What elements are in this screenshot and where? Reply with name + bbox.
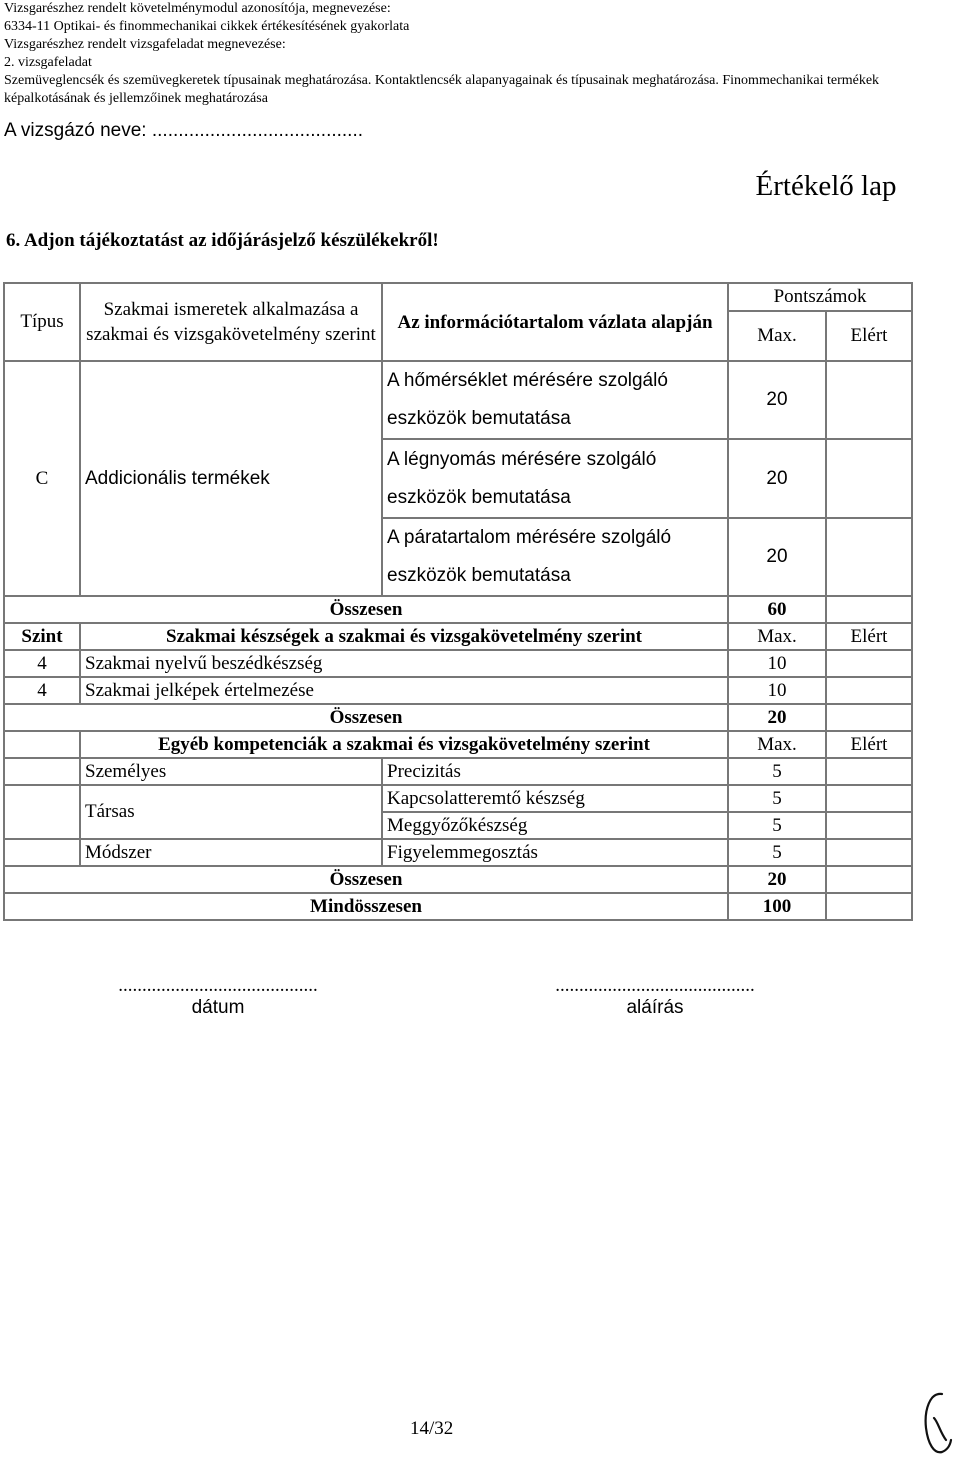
signature-label: aláírás xyxy=(626,997,684,1018)
subtotal-label: Összesen xyxy=(4,866,728,893)
subtotal-label: Összesen xyxy=(4,704,728,731)
header-line-2: 6334-11 Optikai- és finommechanikai cikkek értékesítésének gyakorlata xyxy=(4,19,410,34)
achieved-points-cell xyxy=(826,677,912,704)
date-signature-block xyxy=(78,975,358,1019)
skill-name: Szakmai nyelvű beszédkészség xyxy=(80,650,728,677)
col-max-header: Max. xyxy=(728,731,826,758)
signature-dots: .......................................... xyxy=(555,975,755,996)
col-max-header: Max. xyxy=(728,311,826,361)
subtotal-label: Összesen xyxy=(4,596,728,623)
achieved-points-cell xyxy=(826,758,912,785)
handwritten-initial-icon xyxy=(920,1388,954,1458)
max-points-cell: 5 xyxy=(728,785,826,812)
achieved-points-cell xyxy=(826,650,912,677)
max-points-cell: 5 xyxy=(728,839,826,866)
achieved-points-cell xyxy=(826,439,912,518)
task-heading: 6. Adjon tájékoztatást az időjárásjelző készülékekről! xyxy=(6,230,439,251)
page-title xyxy=(0,170,906,203)
page-title-text: Értékelő lap xyxy=(755,170,897,202)
document-header xyxy=(4,0,956,108)
header-line-4: 2. vizsgafeladat xyxy=(4,55,92,70)
header-line-1: Vizsgarészhez rendelt követelménymodul azonosítója, megnevezése: xyxy=(4,1,391,16)
skill-level: 4 xyxy=(4,677,80,704)
subtotal-achieved xyxy=(826,704,912,731)
outline-cell xyxy=(382,361,728,439)
empty-cell xyxy=(4,731,80,758)
header-line-5: Szemüveglencsék és szemüvegkeretek típusainak meghatározása. Kontaktlencsék alapanyagainak és típusainak meghatározása. Finommechanikai termékek képalkotásának és jellemzőinek meghatározása xyxy=(4,73,880,106)
outline-line: eszközök bemutatása xyxy=(387,486,571,508)
subtotal-max: 60 xyxy=(728,596,826,623)
outline-line: eszközök bemutatása xyxy=(387,408,571,429)
outline-line: eszközök bemutatása xyxy=(387,565,571,586)
skill-level: 4 xyxy=(4,650,80,677)
subtotal-max: 20 xyxy=(728,866,826,893)
competency-item: Kapcsolatteremtő készség xyxy=(382,785,728,812)
competency-group: Személyes xyxy=(80,758,382,785)
col-skills-header: Szakmai készségek a szakmai és vizsgakövetelmény szerint xyxy=(80,623,728,650)
col-achieved-header: Elért xyxy=(826,623,912,650)
max-points-cell: 20 xyxy=(728,518,826,596)
competency-item: Meggyőzőkészség xyxy=(382,812,728,839)
outline-line: A hőmérséklet mérésére szolgáló xyxy=(387,370,668,391)
col-achieved-header: Elért xyxy=(826,731,912,758)
outline-cell xyxy=(382,518,728,596)
grand-total-max: 100 xyxy=(728,893,826,920)
empty-cell xyxy=(4,839,80,866)
competency-item: Figyelemmegosztás xyxy=(382,839,728,866)
achieved-points-cell xyxy=(826,812,912,839)
subtotal-achieved xyxy=(826,596,912,623)
subtotal-max: 20 xyxy=(728,704,826,731)
outline-cell xyxy=(382,439,728,518)
col-knowledge-header: Szakmai ismeretek alkalmazása a szakmai és vizsgakövetelmény szerint xyxy=(80,283,382,361)
col-level-header: Szint xyxy=(4,623,80,650)
grand-total-label: Mindösszesen xyxy=(4,893,728,920)
achieved-points-cell xyxy=(826,518,912,596)
col-type-header: Típus xyxy=(4,283,80,361)
candidate-name-label: A vizsgázó neve: ........................................ xyxy=(4,120,364,141)
grand-total-achieved xyxy=(826,893,912,920)
col-other-header: Egyéb kompetenciák a szakmai és vizsgakövetelmény szerint xyxy=(80,731,728,758)
achieved-points-cell xyxy=(826,839,912,866)
achieved-points-cell xyxy=(826,785,912,812)
outline-line: A légnyomás mérésére szolgáló xyxy=(387,448,657,470)
header-line-3: Vizsgarészhez rendelt vizsgafeladat megnevezése: xyxy=(4,37,286,52)
knowledge-value: Addicionális termékek xyxy=(80,361,382,596)
type-value: C xyxy=(4,361,80,596)
date-dots: .......................................... xyxy=(118,975,318,996)
max-points-cell: 10 xyxy=(728,650,826,677)
max-points-cell: 20 xyxy=(728,439,826,518)
evaluation-table xyxy=(3,282,913,921)
skill-name: Szakmai jelképek értelmezése xyxy=(80,677,728,704)
signature-block xyxy=(515,975,795,1019)
max-points-cell: 5 xyxy=(728,758,826,785)
col-outline-header: Az információtartalom vázlata alapján xyxy=(382,283,728,361)
max-points-cell: 10 xyxy=(728,677,826,704)
max-points-cell: 20 xyxy=(728,361,826,439)
date-label: dátum xyxy=(191,997,245,1018)
competency-item: Precizitás xyxy=(382,758,728,785)
col-achieved-header: Elért xyxy=(826,311,912,361)
empty-cell xyxy=(4,785,80,839)
competency-group: Módszer xyxy=(80,839,382,866)
outline-line: A páratartalom mérésére szolgáló xyxy=(387,527,672,548)
empty-cell xyxy=(4,758,80,785)
subtotal-achieved xyxy=(826,866,912,893)
col-max-header: Max. xyxy=(728,623,826,650)
col-points-header: Pontszámok xyxy=(728,283,912,311)
competency-group: Társas xyxy=(80,785,382,839)
max-points-cell: 5 xyxy=(728,812,826,839)
page-number: 14/32 xyxy=(410,1418,454,1439)
achieved-points-cell xyxy=(826,361,912,439)
